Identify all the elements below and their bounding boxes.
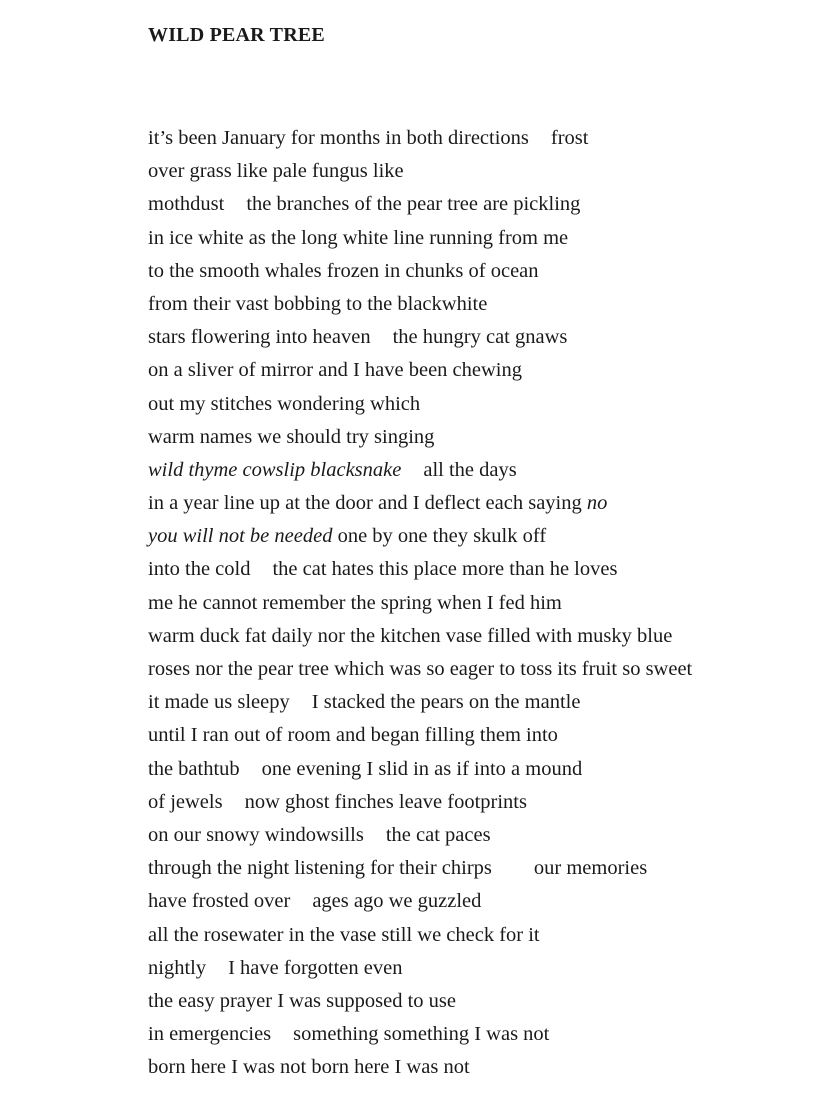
line-text: all the rosewater in the vase still we check for it <box>148 923 540 946</box>
poem-body <box>148 122 692 1084</box>
line-text: me he cannot remember the spring when I fed him <box>148 591 562 614</box>
poem-line <box>148 1051 692 1084</box>
poem-line <box>148 819 692 852</box>
poem-line <box>148 454 692 487</box>
poem-line <box>148 852 692 885</box>
line-text: until I ran out of room and began filling them into <box>148 724 558 747</box>
line-text: one by one they skulk off <box>332 525 547 548</box>
poem-line <box>148 719 692 752</box>
italic-text: you will not be needed <box>148 525 333 548</box>
poem-line <box>148 587 692 620</box>
poem-line <box>148 1018 692 1051</box>
line-text: have frosted over <box>148 890 291 913</box>
line-text: now ghost finches leave footprints <box>244 790 527 813</box>
poem-line <box>148 952 692 985</box>
line-text: it made us sleepy <box>148 691 290 714</box>
line-text: the bathtub <box>148 757 240 780</box>
line-text: all the days <box>423 458 517 481</box>
line-text: something something I was not <box>293 1023 550 1046</box>
line-text: roses nor the pear tree which was so eager to toss its fruit so sweet <box>148 658 693 680</box>
line-text: in ice white as the long white line running from me <box>148 226 569 249</box>
line-text: out my stitches wondering which <box>148 392 421 415</box>
line-text: the cat paces <box>385 823 491 846</box>
line-text: one evening I slid in as if into a mound <box>261 757 583 780</box>
poem-line <box>148 155 692 188</box>
line-text: I stacked the pears on the mantle <box>311 691 581 714</box>
line-text: to the smooth whales frozen in chunks of ocean <box>148 259 539 282</box>
line-text: stars flowering into heaven <box>148 326 371 349</box>
line-text: born here I was not born here I was not <box>148 1056 470 1079</box>
line-text: over grass like pale fungus like <box>148 160 404 183</box>
line-text: in emergencies <box>148 1023 272 1046</box>
poem-line <box>148 520 692 553</box>
poem-line <box>148 388 692 421</box>
line-text: from their vast bobbing to the blackwhite <box>148 292 488 315</box>
poem-line <box>148 188 692 221</box>
poem-line <box>148 421 692 454</box>
line-text: on our snowy windowsills <box>148 823 364 846</box>
poem-line <box>148 553 692 586</box>
line-text: I have forgotten even <box>228 956 403 979</box>
poem-line <box>148 620 692 653</box>
line-text: the easy prayer I was supposed to use <box>148 989 456 1012</box>
line-text: warm duck fat daily nor the kitchen vase filled with musky blue <box>148 624 673 647</box>
line-text: the hungry cat gnaws <box>392 326 568 349</box>
poem-line <box>148 321 692 354</box>
poem-line <box>148 222 692 255</box>
line-text: it’s been January for months in both directions <box>148 127 529 149</box>
poem-line <box>148 122 692 155</box>
line-text: through the night listening for their chirps <box>148 857 492 880</box>
poem-line <box>148 786 692 819</box>
poem-line <box>148 288 692 321</box>
poem-line <box>148 885 692 918</box>
italic-text: no <box>586 492 608 515</box>
line-text: our memories <box>533 857 648 880</box>
line-text: on a sliver of mirror and I have been chewing <box>148 359 522 382</box>
line-text: the cat hates this place more than he loves <box>272 558 618 581</box>
poem-line <box>148 255 692 288</box>
poem-line <box>148 919 692 952</box>
line-text: warm names we should try singing <box>148 425 435 448</box>
line-text: the branches of the pear tree are pickling <box>246 193 581 216</box>
line-text: mothdust <box>148 193 225 216</box>
poem-title: WILD PEAR TREE <box>148 24 325 46</box>
line-text: frost <box>550 127 589 149</box>
poem-line <box>148 487 692 520</box>
poem-line <box>148 354 692 387</box>
poem-line <box>148 753 692 786</box>
line-text: nightly <box>148 956 207 979</box>
line-text: into the cold <box>148 558 251 581</box>
line-text: ages ago we guzzled <box>312 890 482 913</box>
poem-line <box>148 686 692 719</box>
line-text: in a year line up at the door and I deflect each saying <box>148 492 587 515</box>
line-text: of jewels <box>148 790 223 813</box>
italic-text: wild thyme cowslip blacksnake <box>148 458 402 481</box>
poem-line <box>148 653 692 686</box>
poem-line <box>148 985 692 1018</box>
